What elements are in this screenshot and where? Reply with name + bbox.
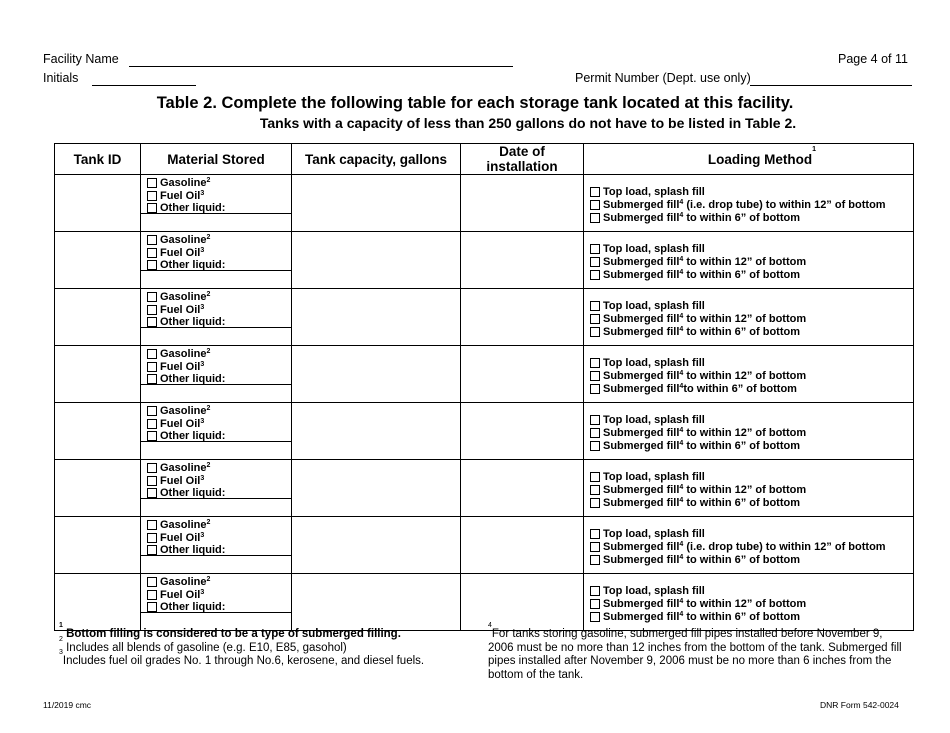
col-header-material: Material Stored: [141, 144, 292, 175]
loading-option-label: Submerged fill: [603, 211, 680, 224]
checkbox[interactable]: [147, 406, 157, 416]
loading-option: Submerged fill $^4$ to within 12” of bottom: [590, 256, 913, 269]
loading-option-detail: to within 6” of bottom: [683, 610, 801, 623]
footnotes-left: [59, 622, 479, 669]
footnote-4: $^4$For tanks storing gasoline, submerged fill pipes installed before November 9, 2006 must be no more than 12 inches from the bottom of the tank. Submerged fill pipes installed after November 9, 2006 must be no more than 6 inches from the bottom of the tank.: [488, 622, 902, 681]
material-option-label: Other liquid:: [160, 487, 226, 499]
col-header-tank-id: Tank ID: [55, 144, 141, 175]
loading-option-detail: to within 12” of bottom: [683, 597, 807, 610]
checkbox[interactable]: [147, 349, 157, 359]
table-row: [55, 175, 914, 232]
loading-option-label: Submerged fill: [603, 255, 680, 268]
material-option: Gasoline $^2$: [147, 234, 291, 247]
table-row: [55, 232, 914, 289]
checkbox[interactable]: [147, 533, 157, 543]
material-option-label: Gasoline: [160, 348, 207, 360]
material-option-label: Fuel Oil: [160, 189, 201, 202]
loading-option: Submerged fill $^4$ to within 12” of bottom: [590, 313, 913, 326]
loading-option-label: Submerged fill: [603, 382, 680, 395]
checkbox[interactable]: [147, 317, 157, 327]
table-row: [55, 517, 914, 574]
loading-method-cell: [584, 232, 914, 289]
table-title: Table 2. Complete the following table for each storage tank located at this facility.: [156, 94, 794, 112]
loading-option: Submerged fill $^4$ to within 12” of bottom: [590, 370, 913, 383]
checkbox[interactable]: [147, 191, 157, 201]
loading-option: Submerged fill $^4$ to within 6” of bottom: [590, 383, 913, 396]
loading-option-label: Top load, splash fill: [603, 471, 705, 483]
checkbox[interactable]: [590, 612, 600, 622]
table-header-row: [55, 144, 914, 175]
material-option-label: Other liquid:: [160, 316, 226, 328]
col-header-loading: [584, 144, 914, 175]
capacity-cell[interactable]: [292, 517, 461, 574]
loading-option: Submerged fill $^4$ to within 12” of bottom: [590, 598, 913, 611]
material-cell: [141, 403, 292, 460]
initials-field[interactable]: [92, 85, 196, 86]
material-cell: [141, 574, 292, 631]
loading-option-label: Top load, splash fill: [603, 243, 705, 255]
material-cell: [141, 232, 292, 289]
material-option-label: Other liquid:: [160, 430, 226, 442]
loading-option-detail: to within 6” of bottom: [683, 496, 801, 509]
material-cell: [141, 346, 292, 403]
material-option: Gasoline $^2$: [147, 348, 291, 361]
loading-method-cell: [584, 574, 914, 631]
installation-date-cell[interactable]: [461, 289, 584, 346]
loading-option-detail: to within 6” of bottom: [683, 439, 801, 452]
material-option-label: Gasoline: [160, 177, 207, 189]
tank-id-cell[interactable]: [55, 574, 141, 631]
material-option-label: Fuel Oil: [160, 417, 201, 430]
table-row: [55, 346, 914, 403]
checkbox[interactable]: [590, 358, 600, 368]
loading-option-label: Top load, splash fill: [603, 414, 705, 426]
checkbox[interactable]: [590, 586, 600, 596]
initials-label: Initials: [43, 71, 79, 85]
other-liquid-field[interactable]: [141, 441, 291, 442]
material-option: Fuel Oil $^3$: [147, 190, 291, 203]
material-option-label: Gasoline: [160, 462, 207, 474]
other-liquid-field[interactable]: [141, 612, 291, 613]
material-option: Gasoline $^2$: [147, 519, 291, 532]
other-liquid-field[interactable]: [141, 270, 291, 271]
storage-tank-table: [54, 143, 914, 631]
installation-date-cell[interactable]: [461, 517, 584, 574]
material-option-label: Other liquid:: [160, 601, 226, 613]
loading-option-detail: (i.e. drop tube) to within 12” of bottom: [683, 540, 886, 553]
checkbox[interactable]: [147, 520, 157, 530]
material-option-label: Other liquid:: [160, 544, 226, 556]
loading-option: [590, 528, 913, 541]
material-option-label: Gasoline: [160, 291, 207, 303]
capacity-cell[interactable]: [292, 232, 461, 289]
installation-date-cell[interactable]: [461, 403, 584, 460]
material-option-label: Fuel Oil: [160, 531, 201, 544]
loading-option-detail: to within 12” of bottom: [683, 255, 807, 268]
material-option: Fuel Oil $^3$: [147, 475, 291, 488]
material-option-label: Fuel Oil: [160, 360, 201, 373]
checkbox[interactable]: [590, 415, 600, 425]
checkbox[interactable]: [147, 431, 157, 441]
checkbox[interactable]: [590, 301, 600, 311]
tank-id-cell[interactable]: [55, 175, 141, 232]
material-option-label: Other liquid:: [160, 202, 226, 214]
permit-number-label: Permit Number (Dept. use only): [575, 71, 751, 85]
checkbox[interactable]: [590, 187, 600, 197]
material-option: Fuel Oil $^3$: [147, 304, 291, 317]
loading-option: Submerged fill $^4$ to within 12” of bottom: [590, 484, 913, 497]
checkbox[interactable]: [590, 485, 600, 495]
loading-option-label: Submerged fill: [603, 496, 680, 509]
loading-method-cell: [584, 403, 914, 460]
material-option: Fuel Oil $^3$: [147, 247, 291, 260]
material-option-label: Other liquid:: [160, 373, 226, 385]
checkbox[interactable]: [147, 260, 157, 270]
loading-option: Submerged fill $^4$ to within 6” of bottom: [590, 440, 913, 453]
checkbox[interactable]: [590, 529, 600, 539]
material-option-label: Fuel Oil: [160, 588, 201, 601]
loading-option: Submerged fill $^4$ to within 6” of bottom: [590, 326, 913, 339]
loading-option: Submerged fill $^4$ (i.e. drop tube) to within 12” of bottom: [590, 541, 913, 554]
table-row: [55, 460, 914, 517]
loading-option: [590, 186, 913, 199]
loading-option-label: Submerged fill: [603, 597, 680, 610]
tank-id-cell[interactable]: [55, 346, 141, 403]
installation-date-cell[interactable]: [461, 574, 584, 631]
material-option: Gasoline $^2$: [147, 576, 291, 589]
loading-option-label: Submerged fill: [603, 439, 680, 452]
material-option-label: Fuel Oil: [160, 246, 201, 259]
checkbox[interactable]: [590, 371, 600, 381]
loading-option: Submerged fill $^4$ to within 6” of bottom: [590, 212, 913, 225]
other-liquid-field[interactable]: [141, 384, 291, 385]
checkbox[interactable]: [590, 200, 600, 210]
material-option: Fuel Oil $^3$: [147, 361, 291, 374]
loading-option: [590, 357, 913, 370]
loading-option-detail: to within 12” of bottom: [683, 369, 807, 382]
checkbox[interactable]: [590, 599, 600, 609]
loading-option-detail: (i.e. drop tube) to within 12” of bottom: [683, 198, 886, 211]
loading-option-label: Top load, splash fill: [603, 585, 705, 597]
checkbox[interactable]: [590, 213, 600, 223]
other-liquid-field[interactable]: [141, 498, 291, 499]
table-subtitle: Tanks with a capacity of less than 250 gallons do not have to be listed in Table 2.: [259, 115, 797, 131]
loading-option-label: Top load, splash fill: [603, 186, 705, 198]
loading-option: [590, 471, 913, 484]
material-option: Gasoline $^2$: [147, 177, 291, 190]
material-cell: [141, 175, 292, 232]
loading-option-label: Top load, splash fill: [603, 357, 705, 369]
checkbox[interactable]: [147, 419, 157, 429]
tank-id-cell[interactable]: [55, 517, 141, 574]
loading-option: Submerged fill $^4$ (i.e. drop tube) to within 12” of bottom: [590, 199, 913, 212]
loading-option-detail: to within 6” of bottom: [683, 553, 801, 566]
loading-option: [590, 243, 913, 256]
capacity-cell[interactable]: [292, 346, 461, 403]
loading-option-label: Submerged fill: [603, 268, 680, 281]
checkbox[interactable]: [147, 235, 157, 245]
col-header-capacity: Tank capacity, gallons: [292, 144, 461, 175]
loading-option-detail: to within 6” of bottom: [683, 382, 797, 395]
loading-option-label: Submerged fill: [603, 426, 680, 439]
installation-date-cell[interactable]: [461, 460, 584, 517]
table-row: [55, 289, 914, 346]
table-row: [55, 403, 914, 460]
material-option: Fuel Oil $^3$: [147, 418, 291, 431]
checkbox[interactable]: [147, 590, 157, 600]
loading-method-cell: [584, 460, 914, 517]
checkbox[interactable]: [590, 384, 600, 394]
material-cell: [141, 460, 292, 517]
loading-option: [590, 300, 913, 313]
loading-option: Submerged fill $^4$ to within 12” of bottom: [590, 427, 913, 440]
other-liquid-field[interactable]: [141, 327, 291, 328]
material-option-label: Fuel Oil: [160, 474, 201, 487]
tank-id-cell[interactable]: [55, 460, 141, 517]
loading-option-detail: to within 12” of bottom: [683, 426, 807, 439]
loading-option-label: Top load, splash fill: [603, 300, 705, 312]
checkbox[interactable]: [590, 327, 600, 337]
capacity-cell[interactable]: [292, 460, 461, 517]
loading-option: Submerged fill $^4$ to within 6” of bottom: [590, 611, 913, 624]
checkbox[interactable]: [147, 602, 157, 612]
material-option: Gasoline $^2$: [147, 291, 291, 304]
checkbox[interactable]: [590, 257, 600, 267]
facility-name-label: Facility Name: [43, 52, 119, 66]
loading-method-cell: [584, 517, 914, 574]
loading-option-detail: to within 6” of bottom: [683, 325, 801, 338]
checkbox[interactable]: [147, 178, 157, 188]
permit-number-field[interactable]: [750, 85, 912, 86]
loading-option-label: Submerged fill: [603, 540, 680, 553]
loading-option-label: Submerged fill: [603, 369, 680, 382]
table-row: [55, 574, 914, 631]
installation-date-cell[interactable]: [461, 232, 584, 289]
material-option-label: Gasoline: [160, 519, 207, 531]
page-number: Page 4 of 11: [838, 52, 908, 66]
checkbox[interactable]: [147, 362, 157, 372]
checkbox[interactable]: [590, 441, 600, 451]
loading-option-label: Submerged fill: [603, 483, 680, 496]
loading-option-label: Submerged fill: [603, 553, 680, 566]
other-liquid-field[interactable]: [141, 555, 291, 556]
checkbox[interactable]: [147, 476, 157, 486]
checkbox[interactable]: [590, 428, 600, 438]
material-option-label: Gasoline: [160, 405, 207, 417]
tank-id-cell[interactable]: [55, 289, 141, 346]
loading-method-text: Loading Method: [707, 151, 813, 167]
material-option: Gasoline $^2$: [147, 405, 291, 418]
loading-method-cell: [584, 175, 914, 232]
footer-form-number: DNR Form 542-0024: [820, 700, 899, 710]
footnote-1: $^1$ Bottom filling is considered to be a type of submerged filling.: [59, 622, 401, 640]
checkbox[interactable]: [590, 314, 600, 324]
loading-method-cell: [584, 289, 914, 346]
capacity-cell[interactable]: [292, 289, 461, 346]
footnote-3: $^3$Includes fuel oil grades No. 1 through No.6, kerosene, and diesel fuels.: [59, 649, 425, 667]
checkbox[interactable]: [590, 498, 600, 508]
checkbox[interactable]: [590, 542, 600, 552]
loading-option: Submerged fill $^4$ to within 6” of bottom: [590, 554, 913, 567]
capacity-cell[interactable]: [292, 175, 461, 232]
loading-option: Submerged fill $^4$ to within 6” of bottom: [590, 269, 913, 282]
checkbox[interactable]: [147, 292, 157, 302]
installation-date-cell[interactable]: [461, 175, 584, 232]
material-option-label: Gasoline: [160, 234, 207, 246]
checkbox[interactable]: [590, 270, 600, 280]
material-cell: [141, 289, 292, 346]
material-option-label: Fuel Oil: [160, 303, 201, 316]
loading-option: [590, 414, 913, 427]
loading-option-label: Top load, splash fill: [603, 528, 705, 540]
loading-option: Submerged fill $^4$ to within 6” of bottom: [590, 497, 913, 510]
checkbox[interactable]: [590, 555, 600, 565]
loading-option-label: Submerged fill: [603, 325, 680, 338]
material-option: Fuel Oil $^3$: [147, 589, 291, 602]
material-option: Fuel Oil $^3$: [147, 532, 291, 545]
checkbox[interactable]: [147, 463, 157, 473]
loading-option-detail: to within 12” of bottom: [683, 483, 807, 496]
footer-date-code: 11/2019 cmc: [43, 700, 92, 710]
facility-name-field[interactable]: [129, 66, 513, 67]
other-liquid-field[interactable]: [141, 213, 291, 214]
checkbox[interactable]: [147, 374, 157, 384]
tank-id-cell[interactable]: [55, 403, 141, 460]
loading-option-detail: to within 6” of bottom: [683, 268, 801, 281]
material-option-label: Gasoline: [160, 576, 207, 588]
loading-option-label: Submerged fill: [603, 610, 680, 623]
checkbox[interactable]: [147, 545, 157, 555]
checkbox[interactable]: [147, 248, 157, 258]
loading-method-cell: [584, 346, 914, 403]
tank-id-cell[interactable]: [55, 232, 141, 289]
loading-option: [590, 585, 913, 598]
installation-date-cell[interactable]: [461, 346, 584, 403]
checkbox[interactable]: [590, 472, 600, 482]
checkbox[interactable]: [590, 244, 600, 254]
checkbox[interactable]: [147, 305, 157, 315]
checkbox[interactable]: [147, 203, 157, 213]
col-header-date: Date of installation: [461, 144, 584, 175]
checkbox[interactable]: [147, 577, 157, 587]
loading-option-label: Submerged fill: [603, 312, 680, 325]
loading-option-detail: to within 12” of bottom: [683, 312, 807, 325]
material-cell: [141, 517, 292, 574]
footnote-2: $^2$ Includes all blends of gasoline (e.g. E10, E85, gasohol): [59, 635, 347, 654]
material-option: Gasoline $^2$: [147, 462, 291, 475]
footnote-ref: 1: [812, 145, 816, 153]
loading-option-detail: to within 6” of bottom: [683, 211, 801, 224]
loading-option-label: Submerged fill: [603, 198, 680, 211]
capacity-cell[interactable]: [292, 574, 461, 631]
material-option-label: Other liquid:: [160, 259, 226, 271]
checkbox[interactable]: [147, 488, 157, 498]
capacity-cell[interactable]: [292, 403, 461, 460]
